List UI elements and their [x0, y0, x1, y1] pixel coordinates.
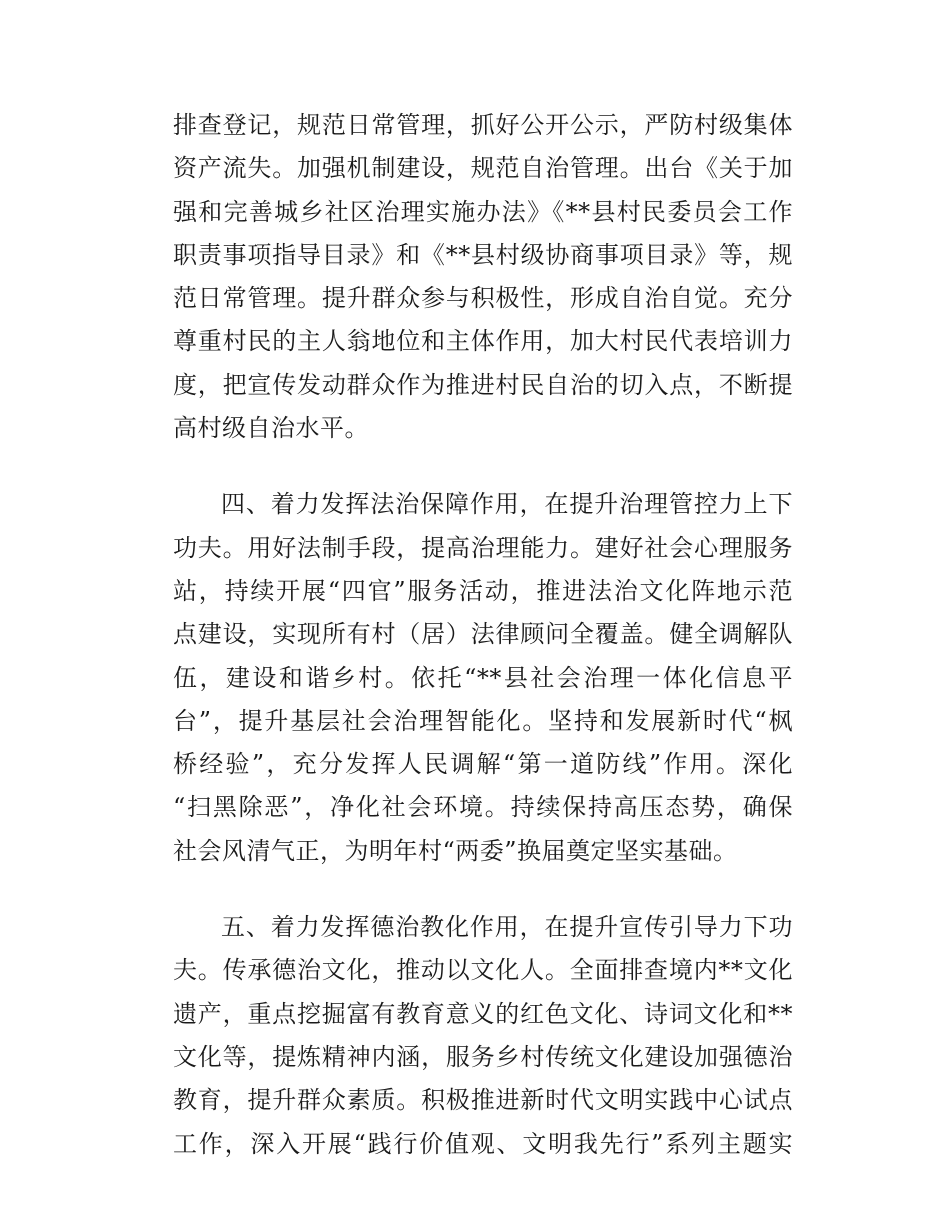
text-line: 遗产，重点挖掘富有教育意义的红色文化、诗词文化和**: [173, 999, 793, 1028]
text-line: 资产流失。加强机制建设，规范自治管理。出台《关于加: [173, 154, 793, 183]
text-line: 范日常管理。提升群众参与积极性，形成自治自觉。充分: [173, 284, 793, 313]
text-line: 桥经验”，充分发挥人民调解“第一道防线”作用。深化: [173, 750, 793, 779]
text-line: 功夫。用好法制手段，提高治理能力。建好社会心理服务: [173, 533, 793, 562]
text-line: 工作，深入开展“践行价值观、文明我先行”系列主题实: [173, 1129, 793, 1158]
text-line: 文化等，提炼精神内涵，服务乡村传统文化建设加强德治: [173, 1042, 793, 1071]
text-line: 夫。传承德治文化，推动以文化人。全面排查境内**文化: [173, 956, 793, 985]
text-line: 社会风清气正，为明年村“两委”换届奠定坚实基础。: [173, 836, 738, 865]
text-line: 排查登记，规范日常管理，抓好公开公示，严防村级集体: [173, 111, 793, 139]
paragraph-village-self-governance: [173, 104, 793, 450]
text-line: 五、着力发挥德治教化作用，在提升宣传引导力下功: [221, 913, 793, 942]
text-line: 高村级自治水平。: [173, 414, 369, 443]
document-body: [173, 104, 793, 1166]
paragraph-rule-of-law: [173, 483, 793, 873]
text-line: 尊重村民的主人翁地位和主体作用，加大村民代表培训力: [173, 327, 793, 356]
text-line: 伍，建设和谐乡村。依托“**县社会治理一体化信息平: [173, 663, 793, 692]
text-line: 教育，提升群众素质。积极推进新时代文明实践中心试点: [173, 1086, 793, 1115]
text-line: “扫黑除恶”，净化社会环境。持续保持高压态势，确保: [173, 793, 793, 822]
text-line: 点建设，实现所有村（居）法律顾问全覆盖。健全调解队: [173, 620, 793, 649]
text-line: 职责事项指导目录》和《**县村级协商事项目录》等，规: [173, 240, 793, 269]
text-line: 站，持续开展“四官”服务活动，推进法治文化阵地示范: [173, 576, 793, 605]
text-line: 台”，提升基层社会治理智能化。坚持和发展新时代“枫: [173, 706, 793, 735]
text-line: 强和完善城乡社区治理实施办法》《**县村民委员会工作: [173, 197, 793, 226]
paragraph-moral-education: [173, 906, 793, 1166]
text-line: 度，把宣传发动群众作为推进村民自治的切入点，不断提: [173, 370, 793, 399]
text-line: 四、着力发挥法治保障作用，在提升治理管控力上下: [221, 490, 793, 519]
